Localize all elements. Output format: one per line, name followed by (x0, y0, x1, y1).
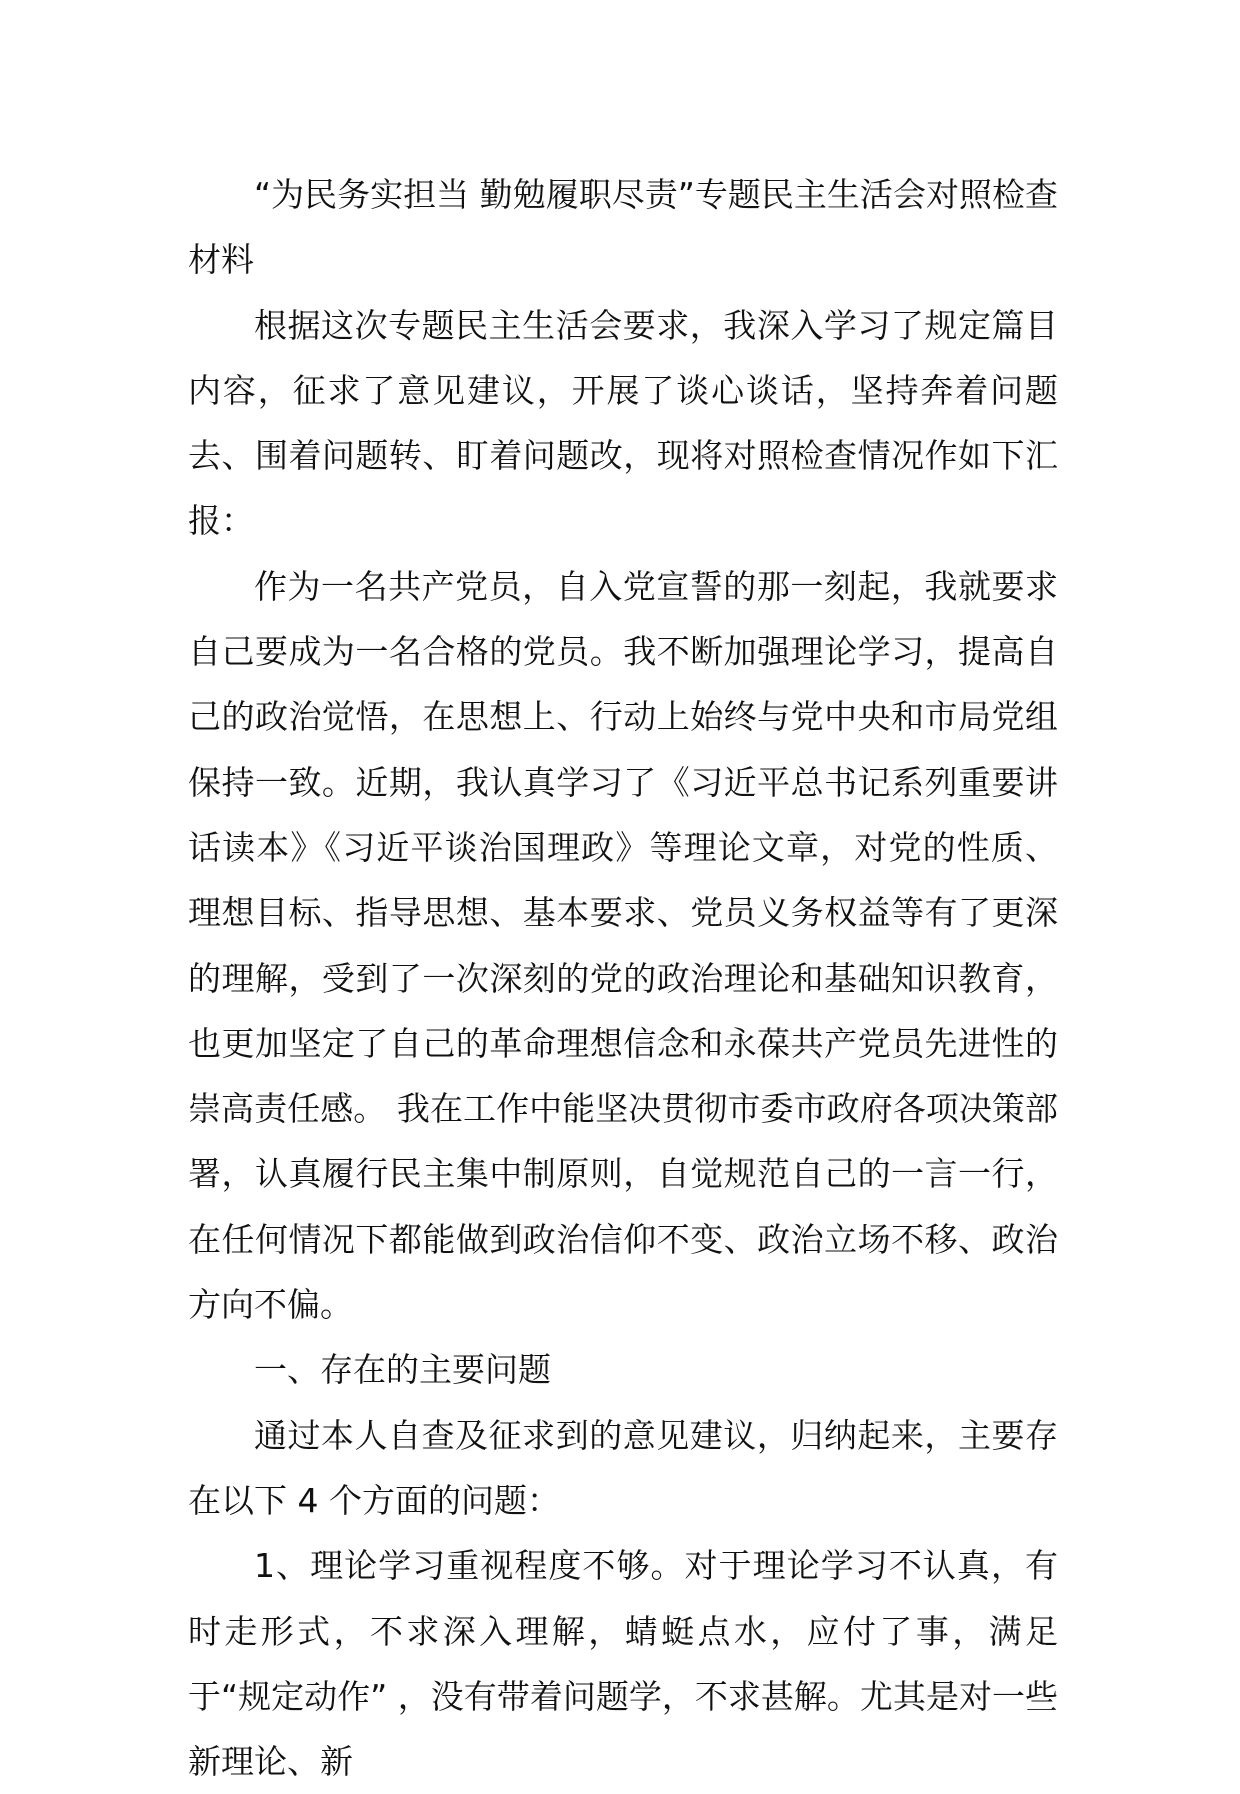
paragraph-problem-summary: 通过本人自查及征求到的意见建议，归纳起来，主要存在以下 4 个方面的问题： (188, 1415, 1058, 1520)
paragraph-problem-1: 1、理论学习重视程度不够。对于理论学习不认真，有时走形式，不求深入理解，蜻蜓点水，应付了事，满足于“规定动作” ，没有带着问题学，不求甚解。尤其是对一些新理论、新 (188, 1546, 1058, 1782)
paragraph-self-assessment: 作为一名共产党员，自入党宣誓的那一刻起，我就要求自己要成为一名合格的党员。我不断加强理论学习，提高自己的政治觉悟，在思想上、行动上始终与党中央和市局党组保持一致。近期，我认真学习了《习近平总书记系列重要讲话读本》《习近平谈治国理政》等理论文章，对党的性质、理想目标、指导思想、基本要求、党员义务权益等有了更深的理解，受到了一次深刻的党的政治理论和基础知识教育，也更加坚定了自己的革命理想信念和永葆共产党员先进性的崇高责任感。 我在工作中能坚决贯彻市委市政府各项决策部署，认真履行民主集中制原则，自觉规范自己的一言一行，在任何情况下都能做到政治信仰不变、政治立场不移、政治方向不偏。 (188, 566, 1058, 1325)
document-body (188, 162, 1058, 1794)
paragraph-intro: 根据这次专题民主生活会要求，我深入学习了规定篇目内容，征求了意见建议，开展了谈心谈话，坚持奔着问题去、围着问题转、盯着问题改，现将对照检查情况作如下汇报： (188, 305, 1058, 541)
section-heading-main-problems: 一、存在的主要问题 (254, 1350, 551, 1390)
document-title: “为民务实担当 勤勉履职尽责”专题民主生活会对照检查材料 (188, 175, 1058, 280)
